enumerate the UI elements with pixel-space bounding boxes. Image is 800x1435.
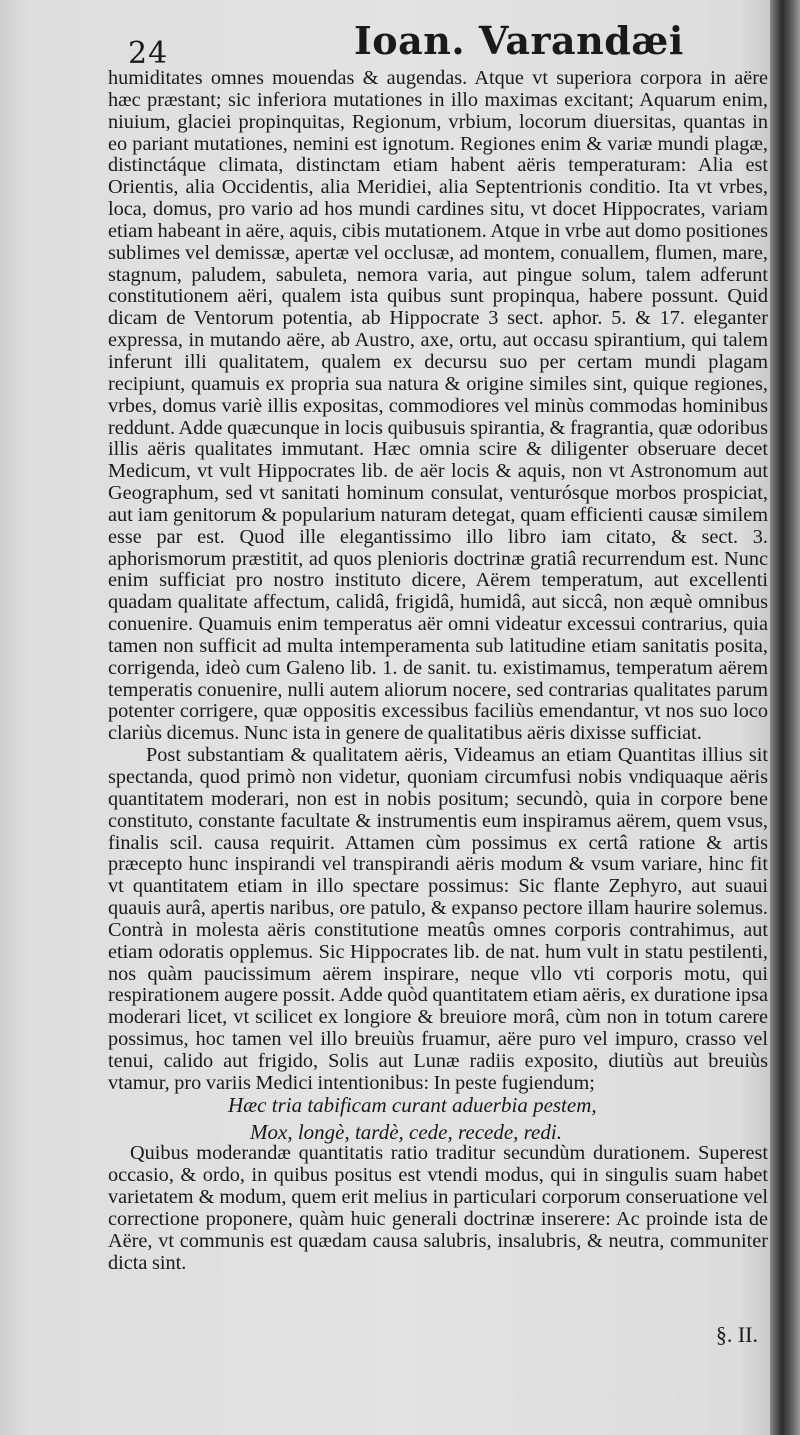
verse-line-1: Hæc tria tabificam curant aduerbia pestem, bbox=[228, 1093, 597, 1117]
verse-quote bbox=[228, 1092, 728, 1146]
paragraph-3: Quibus moderandæ quantitatis ratio traditur secundùm durationem. Superest occasio, & ordo, in quibus positus est vtendi modus, qui in singulis suam habet varietatem & modum, quem erit melius in particulari corporum conseruatione vel correctione proponere, quàm huic generali doctrinæ inserere: Ac proinde ista de Aëre, vt communis est quædam causa salubris, insalubris, & neutra, communiter dicta sint. bbox=[108, 1142, 768, 1274]
book-gutter bbox=[770, 0, 800, 1435]
verse-line-2: Mox, longè, tardè, cede, recede, redi. bbox=[250, 1120, 562, 1144]
closing-text bbox=[108, 1143, 768, 1274]
paragraph-1: humiditates omnes mouendas & augendas. Atque vt superiora corpora in aëre hæc præstant; sic inferiora mutationes in illo maximas excitant; Aquarum enim, niuium, glaciei propinquitas, Regionum, vrbium, locorum diuersitas, quantas in eo pariant mutationes, nemini est ignotum. Regiones enim & variæ mundi plagæ, distinctáque climata, distinctam etiam habent aëris temperaturam: Alia est Orientis, alia Occidentis, alia Meridiei, alia Septentrionis conditio. Ita vt vrbes, loca, domus, pro vario ad hos mundi cardines situ, vt docet Hippocrates, variam etiam habeant in aëre, aquis, cibis mutationem. Atque in vrbe aut domo positiones sublimes vel demissæ, apertæ vel occlusæ, ad montem, conuallem, flumen, mare, stagnum, paludem, sabuleta, nemora varia, aut pingue solum, talem adferunt constitutionem aëri, qualem ista quibus sunt propinqua, habere possunt. Quid dicam de Ventorum potentia, ab Hippocrate 3 sect. aphor. 5. & 17. eleganter expressa, in mutando aëre, ab Austro, axe, ortu, aut occasu spirantium, qui talem inferunt illi qualitatem, qualem ex decursu suo per certam mundi plagam recipiunt, quamuis ex propria sua natura & origine similes sint, quique regiones, vrbes, domus variè illis expositas, commodiores vel minùs commodas hominibus reddunt. Adde quæcunque in locis quibusuis spirantia, & fragrantia, quæ odoribus illis aëris qualitates immutant. Hæc omnia scire & diligenter obseruare decet Medicum, vt vult Hippocrates lib. de aër locis & aquis, non vt Astronomum aut Geographum, sed vt sanitati hominum consulat, venturósque morbos prospiciat, aut iam genitorum & popularium naturam detegat, quam efficienti causæ similem esse par est. Quod ille elegantissimo illo libro iam citato, & sect. 3. aphorismorum præstitit, ad quos plenioris doctrinæ gratiâ recurrendum est. Nunc enim sufficiat pro nostro instituto dicere, Aërem temperatum, aut excellenti quadam qualitate affectum, calidâ, frigidâ, humidâ, aut siccâ, non æquè omnibus conuenire. Quamuis enim temperatus aër omni videatur excessui contrarius, quia tamen non sufficit ad multa intemperamenta sub latitudine etiam sanitatis posita, corrigenda, ideò cum Galeno lib. 1. de sanit. tu. existimamus, temperatum aërem temperatis conuenire, nulli autem aliorum nocere, sed contrarias qualitates parum potenter corrigere, quæ oppositis excessibus faciliùs emendantur, vt nos suo loco clariùs dicemus. Nunc ista in genere de qualitatibus aëris dixisse sufficiat. bbox=[108, 67, 768, 745]
paragraph-2: Post substantiam & qualitatem aëris, Videamus an etiam Quantitas illius sit spectanda, quod primò non videtur, quoniam circumfusi nobis vndiquaque aëris quantitatem moderari, non est in nobis positum; secundò, quia in corpore bene constituto, constante facultate & instrumentis eum inspiramus aërem, quem vsus, finalis scil. causa requirit. Attamen cùm possimus ex certâ ratione & artis præcepto hunc inspirandi vel transpirandi aëris modum & vsum variare, hinc fit vt quantitatem etiam in illo spectare possimus: Sic flante Zephyro, aut suaui quauis aurâ, apertis naribus, ore patulo, & expanso pectore illam haurire solemus. Contrà in molesta aëris constitutione meatûs omnes corporis contrahimus, aut etiam odoratis opplemus. Sic Hippocrates lib. de nat. hum vult in statu pestilenti, nos quàm paucissimum aërem inspirare, neque vllo vti corporis motu, qui respirationem augere possit. Adde quòd quantitatem etiam aëris, ex duratione ipsa moderari licet, vt scilicet ex longiore & breuiore morâ, cùm non in totum carere possimus, hoc tamen vel illo breuiùs fruamur, aëre puro vel impuro, crasso vel tenui, calido aut frigido, Solis aut Lunæ radiis exposito, diutiùs aut breuiùs vtamur, pro variis Medici intentionibus: In peste fugiendum; bbox=[108, 744, 768, 1094]
page-number: 24 bbox=[128, 36, 169, 71]
page-header bbox=[128, 18, 768, 71]
running-head: Ioan. Varandæi bbox=[354, 18, 684, 63]
catchword: §. II. bbox=[715, 1322, 758, 1347]
main-text bbox=[108, 68, 768, 1095]
